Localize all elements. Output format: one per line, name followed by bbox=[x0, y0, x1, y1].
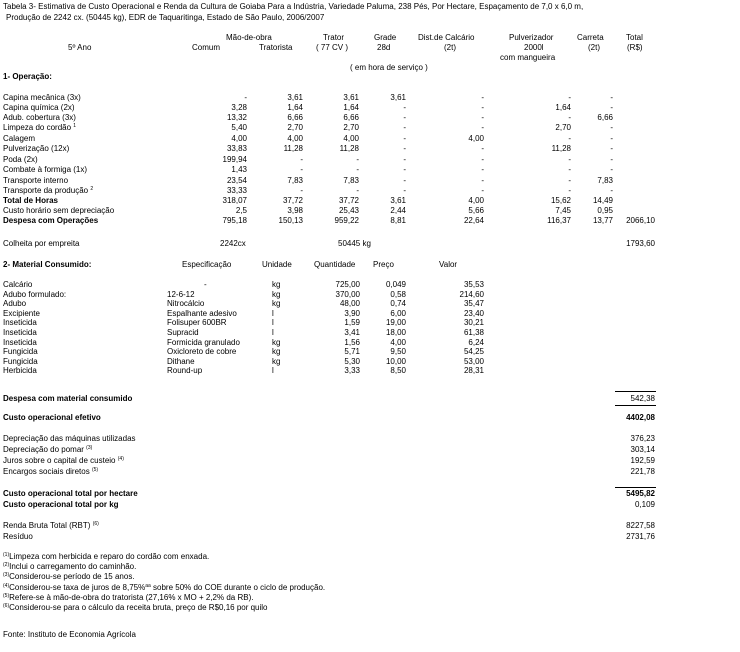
pulverizador-cell: 7,45 bbox=[555, 206, 571, 215]
tratorista-cell: 37,72 bbox=[282, 196, 303, 205]
material-value: 23,40 bbox=[463, 308, 484, 318]
comum-cell: 23,54 bbox=[226, 176, 247, 185]
grade-cell: - bbox=[403, 144, 406, 153]
operation-name bbox=[3, 166, 87, 174]
material-unit: l bbox=[272, 318, 274, 328]
comum-cell: 4,00 bbox=[231, 134, 247, 143]
operation-name bbox=[3, 207, 114, 215]
carreta-cell: - bbox=[610, 144, 613, 153]
comum-cell: 2,5 bbox=[235, 206, 247, 215]
material-unit: kg bbox=[272, 280, 281, 289]
preco-header: Preço bbox=[373, 260, 394, 269]
total-header: Total bbox=[626, 33, 643, 42]
grade-cell: - bbox=[403, 103, 406, 112]
pulverizador-cell: - bbox=[568, 134, 571, 143]
operation-name bbox=[3, 145, 69, 153]
footnote-text: Considerou-se período de 15 anos. bbox=[9, 572, 135, 582]
material-unit: l bbox=[272, 328, 274, 337]
trator-cell: 4,00 bbox=[343, 134, 359, 143]
grade-cell: 8,81 bbox=[390, 216, 406, 225]
operation-name bbox=[3, 156, 38, 164]
pulverizador-cell: 116,37 bbox=[547, 216, 571, 225]
dist-cell: - bbox=[481, 103, 484, 112]
grade-cell: - bbox=[403, 165, 406, 174]
tratorista-cell: 3,98 bbox=[287, 206, 303, 215]
section1-title: 1- Operação: bbox=[3, 72, 52, 81]
operation-label: Transporte interno bbox=[3, 176, 69, 185]
comum-cell: 33,33 bbox=[226, 186, 247, 195]
footnote-text: Inclui o carregamento do caminhão. bbox=[9, 562, 137, 572]
pulverizador-cap-header: 2000l bbox=[524, 43, 544, 52]
footnote bbox=[3, 563, 136, 571]
material-espec: Round-up bbox=[167, 366, 203, 376]
carreta-cell: 7,83 bbox=[597, 176, 613, 185]
trator-cell: 959,22 bbox=[334, 216, 359, 225]
carreta-cap-header: (2t) bbox=[588, 43, 600, 52]
material-quantity: 3,90 bbox=[344, 308, 360, 318]
colheita-total: 1793,60 bbox=[626, 239, 655, 248]
material-espec: Folisuper 600BR bbox=[167, 318, 227, 328]
footnote bbox=[3, 573, 135, 581]
material-name: Fungicida bbox=[3, 347, 38, 357]
trator-cell: 11,28 bbox=[339, 144, 359, 153]
tratorista-header: Tratorista bbox=[259, 43, 293, 52]
material-unit: kg bbox=[272, 356, 281, 366]
carreta-cell: - bbox=[610, 165, 613, 174]
material-price: 19,00 bbox=[385, 318, 406, 328]
material-quantity: 48,00 bbox=[339, 299, 360, 309]
carreta-cell: - bbox=[610, 134, 613, 143]
material-name: Adubo formulado: bbox=[3, 289, 67, 299]
operation-name bbox=[3, 114, 76, 122]
pulverizador-header: Pulverizador bbox=[509, 33, 554, 42]
residuo-label: Resíduo bbox=[3, 532, 33, 541]
cot-kg-value: 0,109 bbox=[634, 500, 655, 509]
footnote-number: (3) bbox=[3, 572, 10, 579]
footnote bbox=[3, 584, 325, 592]
operation-name bbox=[3, 197, 58, 205]
material-value: 35,53 bbox=[463, 280, 484, 289]
material-quantity: 1,56 bbox=[344, 337, 360, 347]
total-unit-header: (R$) bbox=[627, 43, 643, 52]
trator-cell: 2,70 bbox=[343, 123, 359, 132]
material-price: 18,00 bbox=[385, 328, 406, 337]
carreta-cell: 6,66 bbox=[597, 113, 613, 122]
grade-cell: 3,61 bbox=[390, 196, 406, 205]
material-price: 8,50 bbox=[390, 366, 406, 376]
trator-cell: 7,83 bbox=[343, 176, 359, 185]
material-quantity: 5,30 bbox=[344, 356, 360, 366]
material-espec: - bbox=[204, 280, 207, 289]
footnote-ref: 1 bbox=[73, 123, 77, 129]
footnote bbox=[3, 604, 268, 612]
cot-rule bbox=[615, 487, 656, 488]
rbt-label: Renda Bruta Total (RBT) $^{(6)}$ bbox=[3, 521, 99, 530]
material-name: Inseticida bbox=[3, 337, 37, 347]
material-espec: 12-6-12 bbox=[167, 289, 195, 299]
trator-cv-header: ( 77 CV ) bbox=[316, 43, 349, 52]
dist-cell: 5,66 bbox=[468, 206, 484, 215]
trator-cell: 6,66 bbox=[343, 113, 359, 122]
material-value: 30,21 bbox=[463, 318, 484, 328]
deprec-pomar-label: Depreciação do pomar $^{(3)}$ bbox=[3, 445, 93, 454]
despesa-material-value: 542,38 bbox=[630, 394, 655, 403]
pulverizador-cell: 2,70 bbox=[555, 123, 571, 132]
pulverizador-mang-header: com mangueira bbox=[500, 53, 556, 62]
material-name: Inseticida bbox=[3, 328, 37, 337]
comum-header: Comum bbox=[192, 43, 221, 52]
hours-note: ( em hora de serviço ) bbox=[350, 63, 428, 72]
tratorista-cell: 3,61 bbox=[287, 93, 303, 102]
colheita-kg: 50445 kg bbox=[338, 239, 371, 248]
operation-label: Poda (2x) bbox=[3, 155, 38, 164]
grade-cell: - bbox=[403, 176, 406, 185]
material-unit: kg bbox=[272, 337, 281, 347]
operation-name bbox=[3, 135, 35, 143]
encargos-label: Encargos sociais diretos $^{(5)}$ bbox=[3, 467, 99, 476]
pulverizador-cell: - bbox=[568, 165, 571, 174]
footnote-text: Limpeza com herbicida e reparo do cordão com enxada. bbox=[9, 552, 210, 561]
footnote-number: (5) bbox=[3, 592, 10, 599]
deprec-pomar-value: 303,14 bbox=[630, 445, 655, 454]
material-value: 35,47 bbox=[463, 299, 484, 309]
operation-label: Combate à formiga (1x) bbox=[3, 165, 88, 174]
material-price: 9,50 bbox=[390, 347, 406, 357]
material-espec: Nitrocálcio bbox=[167, 299, 205, 309]
carreta-cell: - bbox=[610, 155, 613, 164]
cot-ha-value: 5495,82 bbox=[626, 489, 655, 498]
dist-cell: - bbox=[481, 113, 484, 122]
pulverizador-cell: - bbox=[568, 93, 571, 102]
valor-header: Valor bbox=[439, 260, 458, 269]
tratorista-cell: 4,00 bbox=[287, 134, 303, 143]
trator-cell: 37,72 bbox=[338, 196, 359, 205]
carreta-header: Carreta bbox=[577, 33, 604, 42]
deprec-maquinas-label: Depreciação das máquinas utilizadas bbox=[3, 434, 136, 443]
material-quantity: 3,33 bbox=[344, 366, 360, 376]
carreta-cell: - bbox=[610, 123, 613, 132]
carreta-cell: - bbox=[610, 103, 613, 112]
encargos-value: 221,78 bbox=[630, 467, 655, 476]
material-unit: kg bbox=[272, 289, 281, 299]
total-cell: 2066,10 bbox=[626, 216, 655, 225]
trator-cell: 1,64 bbox=[343, 103, 359, 112]
tratorista-cell: - bbox=[300, 186, 303, 195]
rbt-value: 8227,58 bbox=[626, 521, 655, 530]
material-quantity: 370,00 bbox=[335, 289, 360, 299]
comum-cell: 3,28 bbox=[231, 103, 247, 112]
material-espec: Dithane bbox=[167, 356, 195, 366]
footnote-ref: 2 bbox=[90, 186, 94, 192]
carreta-cell: - bbox=[610, 93, 613, 102]
comum-cell: 33,83 bbox=[226, 144, 247, 153]
operation-name bbox=[3, 217, 98, 225]
dist-cell: 4,00 bbox=[468, 196, 484, 205]
operation-name bbox=[3, 177, 68, 185]
material-value: 53,00 bbox=[463, 356, 484, 366]
comum-cell: 13,32 bbox=[226, 113, 247, 122]
grade-cell: 2,44 bbox=[390, 206, 406, 215]
pulverizador-cell: 15,62 bbox=[550, 196, 571, 205]
trator-cell: - bbox=[356, 155, 359, 164]
footnote-text: Refere-se à mão-de-obra do tratorista (27,16% x MO + 2,2% da RB). bbox=[9, 592, 254, 602]
carreta-cell: 14,49 bbox=[592, 196, 613, 205]
operation-name bbox=[3, 187, 93, 195]
operation-label: Transporte da produção bbox=[3, 186, 89, 195]
footnote-text: Considerou-se taxa de juros de 8,75% bbox=[9, 582, 146, 592]
material-price: 6,00 bbox=[390, 308, 406, 318]
material-espec: Formicida granulado bbox=[167, 337, 240, 347]
footnote-number: (1) bbox=[3, 552, 10, 558]
tratorista-cell: 11,28 bbox=[283, 144, 303, 153]
carreta-cell: - bbox=[610, 186, 613, 195]
tratorista-cell: 7,83 bbox=[287, 176, 303, 185]
operation-label: Pulverização (12x) bbox=[3, 144, 70, 153]
operation-label: Custo horário sem depreciação bbox=[3, 206, 115, 215]
year-header: 5º Ano bbox=[68, 43, 92, 52]
material-name: Excipiente bbox=[3, 308, 40, 318]
material-name: Inseticida bbox=[3, 318, 37, 328]
table-title-line1: Tabela 3- Estimativa de Custo Operacional e Renda da Cultura de Goiaba Para a Indústria, Variedade Paluma, 238 Pés, Por Hectare, Espaçamento de 7,0 x 6,0 m, bbox=[3, 2, 584, 11]
material-price: 4,00 bbox=[390, 337, 406, 347]
dist-cell: 4,00 bbox=[468, 134, 484, 143]
colheita-label: Colheita por empreita bbox=[3, 239, 80, 248]
material-quantity: 5,71 bbox=[344, 347, 360, 357]
cot-ha-label: Custo operacional total por hectare bbox=[3, 489, 138, 498]
pulverizador-cell: - bbox=[568, 176, 571, 185]
material-price: 0,049 bbox=[385, 280, 406, 289]
residuo-value: 2731,76 bbox=[626, 532, 655, 541]
material-total-rule bbox=[615, 391, 656, 392]
footnote-text-cont: sobre 50% do COE durante o ciclo de produção. bbox=[150, 582, 326, 592]
dist-cell: - bbox=[481, 155, 484, 164]
colheita-boxes: 2242cx bbox=[220, 239, 246, 248]
section2-title: 2- Material Consumido: bbox=[3, 260, 92, 269]
pulverizador-cell: - bbox=[568, 186, 571, 195]
footnote-superscript: aa bbox=[145, 582, 151, 589]
tratorista-cell: - bbox=[300, 165, 303, 174]
dist-cell: 22,64 bbox=[463, 216, 484, 225]
dist-cell: - bbox=[481, 186, 484, 195]
comum-cell: 318,07 bbox=[222, 196, 247, 205]
footnote-number: (4) bbox=[3, 582, 10, 589]
coe-label: Custo operacional efetivo bbox=[3, 413, 101, 422]
operation-label: Capina química (2x) bbox=[3, 103, 75, 112]
material-unit: l bbox=[272, 308, 274, 318]
material-espec: Espalhante adesivo bbox=[167, 308, 237, 318]
trator-cell: 3,61 bbox=[343, 93, 359, 102]
unidade-header: Unidade bbox=[262, 260, 292, 269]
material-name: Fungicida bbox=[3, 356, 38, 366]
operation-name bbox=[3, 104, 75, 112]
comum-cell: 199,94 bbox=[222, 155, 247, 164]
comum-cell: 1,43 bbox=[231, 165, 247, 174]
grade-cell: - bbox=[403, 113, 406, 122]
grade-cell: - bbox=[403, 134, 406, 143]
footnote-text: Considerou-se para o cálculo da receita bruta, preço de R$0,16 por quilo bbox=[9, 603, 268, 612]
grade-cell: - bbox=[403, 155, 406, 164]
operation-label: Adub. cobertura (3x) bbox=[3, 113, 76, 122]
material-value: 54,25 bbox=[463, 347, 484, 357]
deprec-maquinas-value: 376,23 bbox=[630, 434, 655, 443]
juros-value: 192,59 bbox=[630, 456, 655, 465]
material-name: Herbicida bbox=[3, 366, 37, 376]
labor-header: Mão-de-obra bbox=[226, 33, 272, 42]
material-value: 6,24 bbox=[468, 337, 484, 347]
material-espec: Supracid bbox=[167, 328, 199, 337]
material-unit: kg bbox=[272, 299, 281, 309]
operation-name bbox=[3, 124, 76, 132]
material-espec: Oxicloreto de cobre bbox=[167, 347, 237, 357]
tratorista-cell: 6,66 bbox=[287, 113, 303, 122]
footnote bbox=[3, 594, 253, 602]
dist-cell: - bbox=[481, 93, 484, 102]
grade-cell: 3,61 bbox=[390, 93, 406, 102]
coe-value: 4402,08 bbox=[626, 413, 655, 422]
material-name: Adubo bbox=[3, 299, 27, 309]
tratorista-cell: 1,64 bbox=[287, 103, 303, 112]
cot-kg-label: Custo operacional total por kg bbox=[3, 500, 119, 509]
operation-label: Total de Horas bbox=[3, 196, 58, 205]
footnote-number: (2) bbox=[3, 562, 10, 569]
operation-name bbox=[3, 94, 81, 102]
fonte: Fonte: Instituto de Economia Agrícola bbox=[3, 630, 136, 639]
pulverizador-cell: - bbox=[568, 113, 571, 122]
dist-cell: - bbox=[481, 123, 484, 132]
material-value: 214,60 bbox=[459, 289, 484, 299]
trator-header: Trator bbox=[323, 33, 345, 42]
material-quantity: 3,41 bbox=[344, 328, 360, 337]
operation-label: Despesa com Operações bbox=[3, 216, 99, 225]
carreta-cell: 13,77 bbox=[592, 216, 613, 225]
material-total-underline bbox=[615, 405, 656, 406]
pulverizador-cell: - bbox=[568, 155, 571, 164]
footnote-number: (6) bbox=[3, 603, 10, 609]
material-value: 61,38 bbox=[463, 328, 484, 337]
pulverizador-cell: 1,64 bbox=[555, 103, 571, 112]
dist-calcario-cap-header: (2t) bbox=[444, 43, 456, 52]
comum-cell: - bbox=[244, 93, 247, 102]
material-quantity: 725,00 bbox=[335, 280, 360, 289]
material-value: 28,31 bbox=[463, 366, 484, 376]
pulverizador-cell: 11,28 bbox=[551, 144, 571, 153]
dist-cell: - bbox=[481, 165, 484, 174]
footnote bbox=[3, 553, 209, 561]
dist-cell: - bbox=[481, 144, 484, 153]
grade-cell: - bbox=[403, 123, 406, 132]
tratorista-cell: - bbox=[300, 155, 303, 164]
material-unit: kg bbox=[272, 347, 281, 357]
quantidade-header: Quantidade bbox=[314, 260, 356, 269]
dist-cell: - bbox=[481, 176, 484, 185]
espec-header: Especificação bbox=[182, 260, 232, 269]
tratorista-cell: 2,70 bbox=[287, 123, 303, 132]
carreta-cell: 0,95 bbox=[597, 206, 613, 215]
tratorista-cell: 150,13 bbox=[278, 216, 303, 225]
comum-cell: 5,40 bbox=[231, 123, 247, 132]
material-price: 0,58 bbox=[390, 289, 406, 299]
grade-disc-header: 28d bbox=[377, 43, 391, 52]
trator-cell: 25,43 bbox=[338, 206, 359, 215]
trator-cell: - bbox=[356, 186, 359, 195]
trator-cell: - bbox=[356, 165, 359, 174]
dist-calcario-header: Dist.de Calcário bbox=[418, 33, 475, 42]
grade-header: Grade bbox=[374, 33, 397, 42]
table-title-line2: Produção de 2242 cx. (50445 kg), EDR de Taquaritinga, Estado de São Paulo, 2006/2007 bbox=[6, 13, 325, 22]
comum-cell: 795,18 bbox=[222, 216, 247, 225]
material-unit: l bbox=[272, 366, 274, 376]
material-price: 10,00 bbox=[385, 356, 406, 366]
operation-label: Calagem bbox=[3, 134, 36, 143]
operation-label: Capina mecânica (3x) bbox=[3, 93, 81, 102]
operation-label: Limpeza do cordão bbox=[3, 123, 72, 132]
grade-cell: - bbox=[403, 186, 406, 195]
material-name: Calcário bbox=[3, 280, 33, 289]
despesa-material-label: Despesa com material consumido bbox=[3, 394, 133, 403]
material-quantity: 1,59 bbox=[344, 318, 360, 328]
material-price: 0,74 bbox=[390, 299, 406, 309]
juros-label: Juros sobre o capital de custeio $^{(4)}$ bbox=[3, 456, 124, 465]
